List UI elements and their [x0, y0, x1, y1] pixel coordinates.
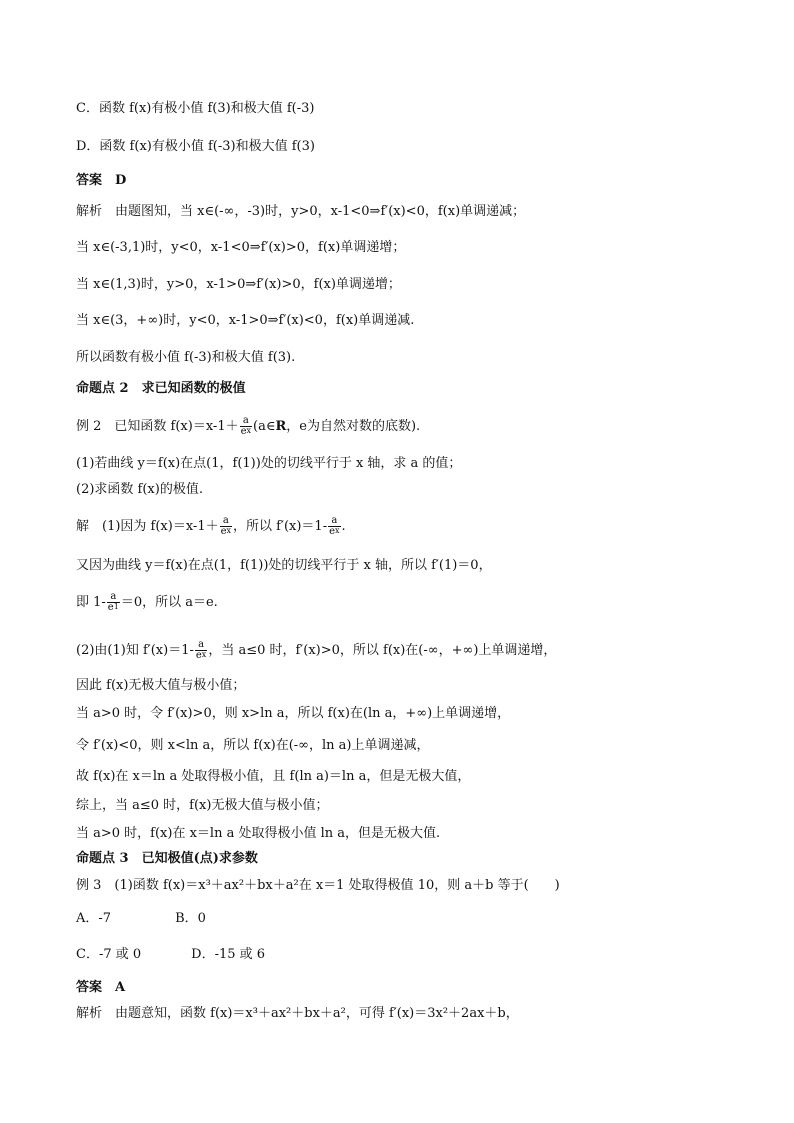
example-2-part-2: (2)求函数 f(x)的极值. — [76, 482, 203, 497]
section-heading-3: 命题点 3 已知极值(点)求参数 — [76, 851, 258, 866]
solution-line-9: 综上，当 a≤0 时，f(x)无极大值与极小值； — [76, 798, 329, 813]
solution-line-3: 即 1- $\frac{a}{e^1}$ ＝0，所以 a＝e. — [76, 591, 218, 613]
fraction-a-over-e1: $\frac{a}{e^1}$ — [107, 591, 119, 613]
options-row-cd — [76, 946, 265, 964]
solution-line-6: 当 a>0 时，令 f′(x)>0，则 x>ln a，所以 f(x)在(ln a，+∞)上单调递增， — [76, 706, 511, 721]
option-d: D．函数 f(x)有极小值 f(-3)和极大值 f(3) — [76, 139, 315, 154]
option-a: A．-7 — [76, 911, 112, 926]
option-c: C．函数 f(x)有极小值 f(3)和极大值 f(-3) — [76, 101, 315, 116]
answer-label-ex3: 答案 A — [76, 980, 126, 995]
analysis-conclusion: 所以函数有极小值 f(-3)和极大值 f(3). — [76, 350, 296, 365]
solution-line-5: 因此 f(x)无极大值与极小值； — [76, 678, 246, 693]
example-2-part-1: (1)若曲线 y＝f(x)在点(1，f(1))处的切线平行于 x 轴，求 a 的值； — [76, 456, 462, 471]
solution-line-4: (2)由(1)知 f′(x)＝1- $\frac{a}{e^x}$ ，当 a≤0 时，f′(x)>0，所以 f(x)在(-∞，+∞)上单调递增， — [76, 639, 557, 661]
fraction-a-over-ex: $\frac{a}{e^x}$ — [195, 639, 207, 661]
option-c-ex3: C．-7 或 0 — [76, 947, 142, 962]
option-d-ex3: D．-15 或 6 — [191, 947, 266, 962]
solution-line-8: 故 f(x)在 x＝ln a 处取得极小值，且 f(ln a)＝ln a，但是无极大值， — [76, 769, 471, 784]
solution-line-7: 令 f′(x)<0，则 x<ln a，所以 f(x)在(-∞，ln a)上单调递减， — [76, 738, 430, 753]
analysis-line-2: 当 x∈(-3,1)时，y<0，x-1<0⇒f′(x)>0，f(x)单调递增； — [76, 240, 406, 255]
section-heading-2: 命题点 2 求已知函数的极值 — [76, 381, 246, 396]
example-2-statement: 例 2 已知函数 f(x)＝x-1＋ $\frac{a}{e^x}$ (a∈R，e为自然对数的底数). — [76, 415, 421, 437]
solution-line-10: 当 a>0 时，f(x)在 x＝ln a 处取得极小值 ln a，但是无极大值. — [76, 826, 441, 841]
answer-label: 答案 D — [76, 173, 127, 188]
solution-line-2: 又因为曲线 y＝f(x)在点(1，f(1))处的切线平行于 x 轴，所以 f′(1)＝0， — [76, 558, 492, 573]
option-b: B．0 — [175, 911, 206, 926]
fraction-a-over-ex: $\frac{a}{e^x}$ — [329, 515, 340, 537]
options-row-ab — [76, 910, 206, 928]
fraction-a-over-ex: $\frac{a}{e^x}$ — [240, 415, 252, 437]
analysis-line-3: 当 x∈(1,3)时，y>0，x-1>0⇒f′(x)>0，f(x)单调递增； — [76, 277, 401, 292]
example-3-statement: 例 3 (1)函数 f(x)＝x³＋ax²＋bx＋a²在 x＝1 处取得极值 10，则 a＋b 等于( ) — [76, 878, 560, 893]
analysis-line-1: 解析 由题图知，当 x∈(-∞，-3)时，y>0，x-1<0⇒f′(x)<0，f(x)单调递减； — [76, 204, 526, 219]
analysis-ex3: 解析 由题意知，函数 f(x)＝x³＋ax²＋bx＋a²，可得 f′(x)＝3x²＋2ax＋b， — [76, 1006, 519, 1021]
analysis-line-4: 当 x∈(3，+∞)时，y<0，x-1>0⇒f′(x)<0，f(x)单调递减. — [76, 313, 415, 328]
solution-line-1: 解 (1)因为 f(x)＝x-1＋ $\frac{a}{e^x}$ ，所以 f′(x)＝1- $\frac{a}{e^x}$ . — [76, 515, 346, 537]
fraction-a-over-ex: $\frac{a}{e^x}$ — [220, 515, 232, 537]
